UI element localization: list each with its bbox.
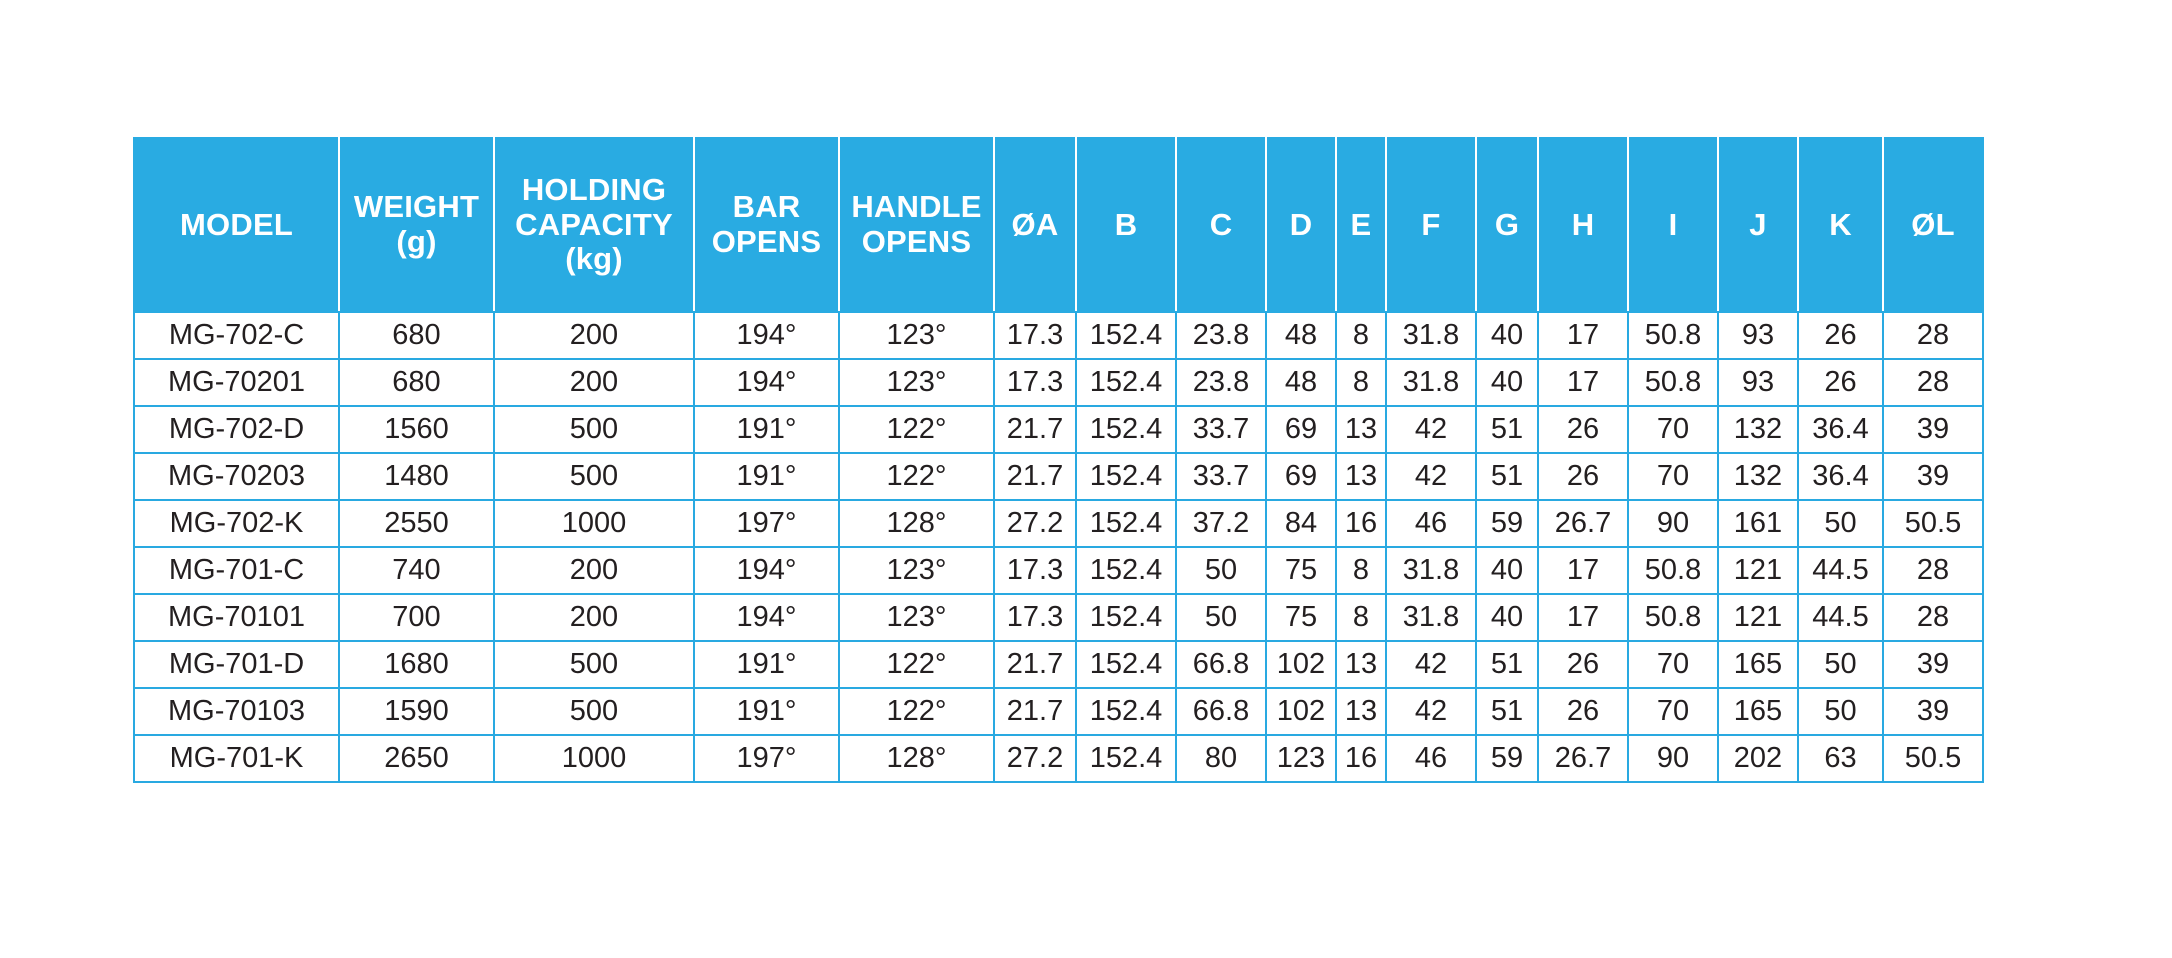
table-header-line: I	[1668, 206, 1678, 242]
table-cell-g: 40	[1476, 547, 1538, 594]
table-cell-b: 152.4	[1076, 312, 1176, 359]
table-cell-c: 23.8	[1176, 359, 1266, 406]
table-cell-model: MG-702-D	[134, 406, 339, 453]
table-header-line: WEIGHT	[353, 189, 480, 225]
table-cell-i: 50.8	[1628, 594, 1718, 641]
table-cell-c: 50	[1176, 594, 1266, 641]
specification-table	[133, 137, 1984, 783]
table-header-cell-c	[1176, 138, 1266, 312]
table-cell-dia_a: 27.2	[994, 500, 1076, 547]
table-cell-holding_capacity: 200	[494, 594, 694, 641]
table-cell-c: 23.8	[1176, 312, 1266, 359]
table-cell-e: 13	[1336, 453, 1386, 500]
table-cell-f: 31.8	[1386, 547, 1476, 594]
table-cell-model: MG-70101	[134, 594, 339, 641]
table-header-line: OPENS	[711, 224, 822, 259]
table-cell-handle_opens: 123°	[839, 594, 994, 641]
table-cell-handle_opens: 123°	[839, 312, 994, 359]
table-header-cell-handle_opens	[839, 138, 994, 312]
table-cell-i: 50.8	[1628, 312, 1718, 359]
table-cell-i: 50.8	[1628, 547, 1718, 594]
table-header-line: (kg)	[565, 241, 623, 277]
table-cell-h: 26.7	[1538, 500, 1628, 547]
table-cell-k: 50	[1798, 688, 1883, 735]
table-cell-holding_capacity: 500	[494, 453, 694, 500]
table-cell-k: 26	[1798, 312, 1883, 359]
table-cell-i: 90	[1628, 500, 1718, 547]
table-cell-weight: 680	[339, 359, 494, 406]
table-cell-bar_opens: 191°	[694, 641, 839, 688]
table-cell-k: 36.4	[1798, 406, 1883, 453]
table-header-cell-g	[1476, 138, 1538, 312]
table-header-cell-bar_opens	[694, 138, 839, 312]
table-cell-i: 90	[1628, 735, 1718, 782]
table-cell-f: 42	[1386, 688, 1476, 735]
table-cell-k: 26	[1798, 359, 1883, 406]
table-cell-g: 51	[1476, 641, 1538, 688]
table-header	[134, 138, 1983, 312]
table-cell-dia_l: 39	[1883, 688, 1983, 735]
table-cell-f: 46	[1386, 500, 1476, 547]
table-cell-c: 33.7	[1176, 453, 1266, 500]
table-cell-k: 50	[1798, 641, 1883, 688]
table-cell-e: 13	[1336, 406, 1386, 453]
table-cell-j: 165	[1718, 688, 1798, 735]
table-cell-weight: 740	[339, 547, 494, 594]
table-cell-bar_opens: 191°	[694, 688, 839, 735]
table-cell-d: 84	[1266, 500, 1336, 547]
table-header-cell-model	[134, 138, 339, 312]
table-cell-weight: 1560	[339, 406, 494, 453]
table-cell-holding_capacity: 200	[494, 547, 694, 594]
table-cell-bar_opens: 194°	[694, 547, 839, 594]
table-cell-f: 31.8	[1386, 359, 1476, 406]
table-cell-holding_capacity: 1000	[494, 500, 694, 547]
table-cell-c: 66.8	[1176, 688, 1266, 735]
table-cell-dia_a: 21.7	[994, 406, 1076, 453]
table-cell-dia_l: 28	[1883, 547, 1983, 594]
table-header-line: G	[1494, 206, 1520, 242]
table-cell-e: 13	[1336, 641, 1386, 688]
table-header-cell-dia_a	[994, 138, 1076, 312]
table-cell-h: 17	[1538, 547, 1628, 594]
table-cell-e: 16	[1336, 735, 1386, 782]
table-cell-holding_capacity: 200	[494, 359, 694, 406]
table-cell-dia_l: 50.5	[1883, 500, 1983, 547]
table-row	[134, 312, 1983, 359]
table-header-line: E	[1350, 206, 1372, 242]
table-row	[134, 547, 1983, 594]
table-body	[134, 312, 1983, 782]
table-header-line: HOLDING	[521, 171, 667, 207]
table-cell-h: 17	[1538, 312, 1628, 359]
table-header-line: K	[1829, 206, 1852, 242]
table-cell-model: MG-70103	[134, 688, 339, 735]
table-cell-j: 165	[1718, 641, 1798, 688]
table-cell-d: 48	[1266, 312, 1336, 359]
table-cell-dia_l: 28	[1883, 312, 1983, 359]
table-row	[134, 688, 1983, 735]
table-header-cell-h	[1538, 138, 1628, 312]
table-cell-g: 40	[1476, 312, 1538, 359]
table-cell-holding_capacity: 500	[494, 688, 694, 735]
table-cell-h: 26	[1538, 688, 1628, 735]
table-cell-h: 17	[1538, 594, 1628, 641]
table-row	[134, 359, 1983, 406]
table-cell-model: MG-701-K	[134, 735, 339, 782]
table-cell-b: 152.4	[1076, 500, 1176, 547]
table-header-cell-dia_l	[1883, 138, 1983, 312]
table-cell-e: 8	[1336, 594, 1386, 641]
table-cell-g: 59	[1476, 500, 1538, 547]
table-cell-j: 121	[1718, 594, 1798, 641]
table-cell-dia_a: 21.7	[994, 688, 1076, 735]
table-cell-d: 75	[1266, 594, 1336, 641]
table-header-cell-d	[1266, 138, 1336, 312]
table-header-line: ØA	[1011, 206, 1059, 242]
table-cell-d: 69	[1266, 406, 1336, 453]
table-cell-d: 48	[1266, 359, 1336, 406]
table-cell-j: 132	[1718, 406, 1798, 453]
table-header-cell-holding_capacity	[494, 138, 694, 312]
table-cell-handle_opens: 122°	[839, 688, 994, 735]
table-cell-bar_opens: 194°	[694, 594, 839, 641]
table-cell-k: 50	[1798, 500, 1883, 547]
table-header-line: MODEL	[180, 206, 293, 242]
table-cell-dia_l: 39	[1883, 406, 1983, 453]
table-cell-k: 36.4	[1798, 453, 1883, 500]
table-cell-bar_opens: 197°	[694, 735, 839, 782]
table-row	[134, 735, 1983, 782]
table-header-line: ØL	[1911, 206, 1955, 242]
table-cell-k: 44.5	[1798, 594, 1883, 641]
table-cell-dia_a: 17.3	[994, 359, 1076, 406]
table-cell-weight: 1590	[339, 688, 494, 735]
table-cell-dia_a: 17.3	[994, 547, 1076, 594]
table-header-line: C	[1209, 206, 1233, 242]
table-cell-model: MG-702-K	[134, 500, 339, 547]
table-cell-c: 80	[1176, 735, 1266, 782]
table-cell-b: 152.4	[1076, 735, 1176, 782]
table-cell-handle_opens: 123°	[839, 359, 994, 406]
table-cell-g: 40	[1476, 359, 1538, 406]
table-header-line: OPENS	[861, 224, 972, 259]
table-cell-dia_l: 28	[1883, 594, 1983, 641]
table-cell-c: 50	[1176, 547, 1266, 594]
table-row	[134, 594, 1983, 641]
table-cell-b: 152.4	[1076, 359, 1176, 406]
table-cell-i: 70	[1628, 641, 1718, 688]
table-cell-g: 40	[1476, 594, 1538, 641]
table-cell-h: 26.7	[1538, 735, 1628, 782]
table-cell-model: MG-70201	[134, 359, 339, 406]
table-cell-g: 51	[1476, 406, 1538, 453]
table-cell-bar_opens: 191°	[694, 406, 839, 453]
table-row	[134, 406, 1983, 453]
table-cell-f: 31.8	[1386, 594, 1476, 641]
table-row	[134, 453, 1983, 500]
table-cell-holding_capacity: 500	[494, 406, 694, 453]
table-cell-k: 63	[1798, 735, 1883, 782]
table-cell-model: MG-70203	[134, 453, 339, 500]
table-cell-b: 152.4	[1076, 547, 1176, 594]
table-cell-g: 51	[1476, 453, 1538, 500]
table-cell-holding_capacity: 1000	[494, 735, 694, 782]
table-header-row	[134, 138, 1983, 312]
table-cell-model: MG-701-C	[134, 547, 339, 594]
table-cell-bar_opens: 194°	[694, 359, 839, 406]
table-header-cell-k	[1798, 138, 1883, 312]
table-cell-j: 202	[1718, 735, 1798, 782]
table-header-line: (g)	[396, 224, 437, 259]
table-header-line: J	[1749, 206, 1767, 242]
table-cell-dia_l: 39	[1883, 641, 1983, 688]
table-cell-e: 8	[1336, 312, 1386, 359]
table-cell-holding_capacity: 200	[494, 312, 694, 359]
table-cell-h: 26	[1538, 406, 1628, 453]
table-cell-h: 26	[1538, 453, 1628, 500]
table-cell-i: 70	[1628, 453, 1718, 500]
table-cell-b: 152.4	[1076, 406, 1176, 453]
table-cell-handle_opens: 122°	[839, 641, 994, 688]
table-cell-dia_l: 50.5	[1883, 735, 1983, 782]
table-cell-handle_opens: 122°	[839, 453, 994, 500]
table-cell-b: 152.4	[1076, 594, 1176, 641]
table-cell-weight: 2650	[339, 735, 494, 782]
table-cell-d: 123	[1266, 735, 1336, 782]
table-cell-j: 93	[1718, 312, 1798, 359]
table-cell-model: MG-701-D	[134, 641, 339, 688]
table-cell-bar_opens: 194°	[694, 312, 839, 359]
table-cell-b: 152.4	[1076, 453, 1176, 500]
table-cell-weight: 1680	[339, 641, 494, 688]
table-cell-g: 51	[1476, 688, 1538, 735]
table-cell-model: MG-702-C	[134, 312, 339, 359]
table-cell-e: 13	[1336, 688, 1386, 735]
table-cell-c: 66.8	[1176, 641, 1266, 688]
table-cell-g: 59	[1476, 735, 1538, 782]
table-header-cell-i	[1628, 138, 1718, 312]
table-cell-b: 152.4	[1076, 688, 1176, 735]
table-cell-weight: 1480	[339, 453, 494, 500]
table-cell-j: 161	[1718, 500, 1798, 547]
table-header-line: D	[1289, 206, 1313, 242]
table-cell-handle_opens: 128°	[839, 500, 994, 547]
table-cell-bar_opens: 197°	[694, 500, 839, 547]
table-cell-dia_a: 17.3	[994, 312, 1076, 359]
table-cell-dia_l: 28	[1883, 359, 1983, 406]
table-cell-d: 102	[1266, 641, 1336, 688]
table-cell-dia_a: 21.7	[994, 453, 1076, 500]
table-header-line: F	[1421, 206, 1441, 242]
table-cell-dia_a: 21.7	[994, 641, 1076, 688]
table-cell-i: 70	[1628, 688, 1718, 735]
table-header-line: B	[1114, 206, 1138, 242]
table-cell-dia_a: 27.2	[994, 735, 1076, 782]
table-cell-d: 75	[1266, 547, 1336, 594]
table-cell-f: 31.8	[1386, 312, 1476, 359]
table-cell-k: 44.5	[1798, 547, 1883, 594]
table-cell-e: 8	[1336, 547, 1386, 594]
table-row	[134, 500, 1983, 547]
table-cell-j: 93	[1718, 359, 1798, 406]
table-cell-d: 102	[1266, 688, 1336, 735]
table-cell-c: 33.7	[1176, 406, 1266, 453]
table-cell-f: 46	[1386, 735, 1476, 782]
table-header-line: H	[1571, 206, 1595, 242]
table-cell-dia_l: 39	[1883, 453, 1983, 500]
table-cell-j: 132	[1718, 453, 1798, 500]
table-header-cell-e	[1336, 138, 1386, 312]
table-header-line: HANDLE	[851, 189, 982, 225]
table-header-cell-j	[1718, 138, 1798, 312]
table-cell-handle_opens: 123°	[839, 547, 994, 594]
specification-table-container	[133, 137, 1983, 783]
table-cell-d: 69	[1266, 453, 1336, 500]
table-cell-f: 42	[1386, 453, 1476, 500]
table-cell-h: 17	[1538, 359, 1628, 406]
table-cell-c: 37.2	[1176, 500, 1266, 547]
table-cell-weight: 700	[339, 594, 494, 641]
table-cell-dia_a: 17.3	[994, 594, 1076, 641]
table-cell-h: 26	[1538, 641, 1628, 688]
table-cell-e: 16	[1336, 500, 1386, 547]
table-cell-i: 70	[1628, 406, 1718, 453]
table-header-cell-f	[1386, 138, 1476, 312]
table-row	[134, 641, 1983, 688]
table-cell-f: 42	[1386, 406, 1476, 453]
table-cell-e: 8	[1336, 359, 1386, 406]
table-cell-weight: 2550	[339, 500, 494, 547]
table-cell-i: 50.8	[1628, 359, 1718, 406]
table-cell-handle_opens: 122°	[839, 406, 994, 453]
table-cell-bar_opens: 191°	[694, 453, 839, 500]
table-header-line: CAPACITY	[515, 206, 673, 242]
table-cell-holding_capacity: 500	[494, 641, 694, 688]
table-cell-f: 42	[1386, 641, 1476, 688]
table-cell-weight: 680	[339, 312, 494, 359]
table-cell-b: 152.4	[1076, 641, 1176, 688]
table-header-line: BAR	[732, 189, 801, 225]
table-cell-handle_opens: 128°	[839, 735, 994, 782]
table-header-cell-weight	[339, 138, 494, 312]
table-cell-j: 121	[1718, 547, 1798, 594]
table-header-cell-b	[1076, 138, 1176, 312]
